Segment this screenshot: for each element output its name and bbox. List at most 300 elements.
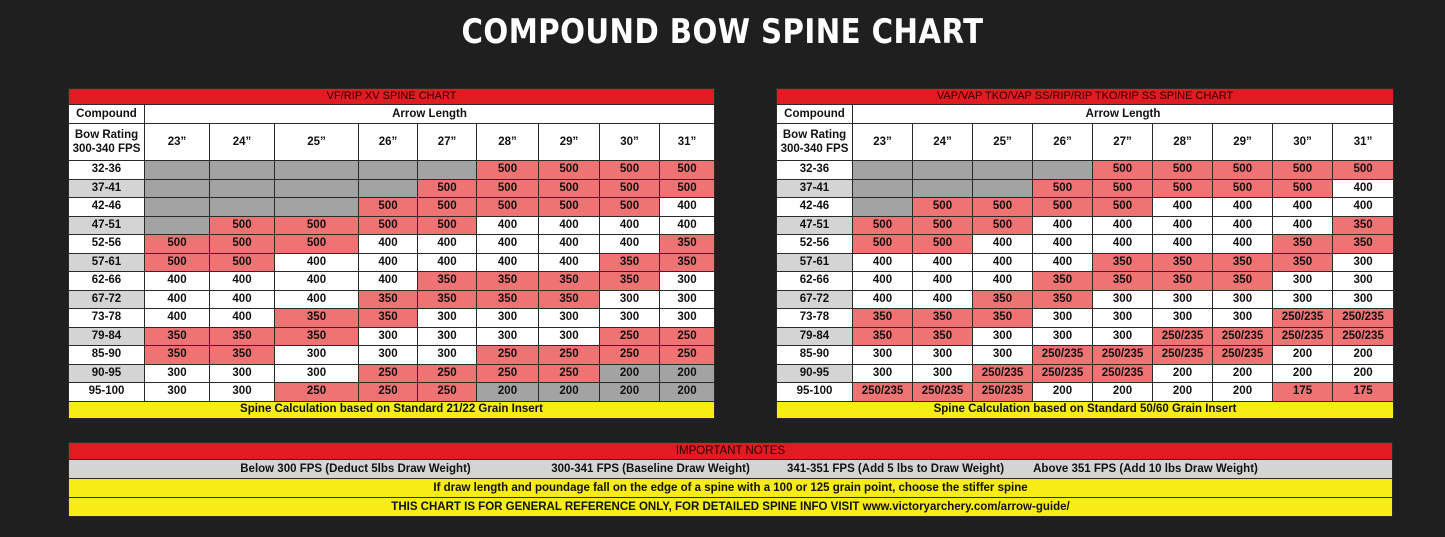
left-spine-cell: 350 <box>359 290 418 309</box>
right-spine-cell: 500 <box>1093 161 1153 180</box>
left-spine-cell <box>210 161 275 180</box>
left-spine-cell: 300 <box>418 327 477 346</box>
left-spine-cell: 400 <box>145 290 210 309</box>
left-spine-cell: 200 <box>660 364 715 383</box>
right-spine-cell: 350 <box>853 309 913 328</box>
left-spine-cell: 300 <box>359 346 418 365</box>
left-spine-cell: 400 <box>210 272 275 291</box>
left-spine-cell: 500 <box>210 216 275 235</box>
left-spine-cell: 500 <box>418 216 477 235</box>
right-spine-cell: 200 <box>1093 383 1153 402</box>
left-spine-cell: 300 <box>418 346 477 365</box>
left-spine-cell: 400 <box>359 235 418 254</box>
left-spine-cell: 500 <box>539 179 600 198</box>
left-table-row <box>69 161 715 180</box>
right-spine-cell: 350 <box>1033 272 1093 291</box>
right-spine-cell: 500 <box>913 235 973 254</box>
right-spine-cell <box>973 179 1033 198</box>
right-arrow-length-label: Arrow Length <box>853 105 1394 124</box>
left-spine-cell: 300 <box>418 309 477 328</box>
left-spine-cell: 350 <box>539 272 600 291</box>
right-spine-cell: 250/235 <box>1273 309 1333 328</box>
right-row-label: 62-66 <box>777 272 853 291</box>
left-column-header: 29” <box>539 124 600 161</box>
right-spine-cell: 300 <box>1273 290 1333 309</box>
right-spine-cell: 400 <box>1033 253 1093 272</box>
left-spine-cell: 500 <box>275 216 359 235</box>
right-spine-cell: 400 <box>1213 235 1273 254</box>
right-spine-cell: 400 <box>1333 198 1394 217</box>
left-chart-footer: Spine Calculation based on Standard 21/22 Grain Insert <box>69 401 715 418</box>
right-spine-cell: 300 <box>1093 327 1153 346</box>
left-spine-cell: 500 <box>477 198 539 217</box>
right-spine-cell: 500 <box>913 216 973 235</box>
right-spine-cell: 400 <box>1033 216 1093 235</box>
right-spine-cell: 400 <box>1153 216 1213 235</box>
left-spine-cell: 300 <box>600 309 660 328</box>
right-spine-cell: 250/235 <box>1213 327 1273 346</box>
left-table-row <box>69 198 715 217</box>
right-spine-cell: 500 <box>1273 161 1333 180</box>
right-spine-cell: 400 <box>1273 198 1333 217</box>
left-table-row <box>69 364 715 383</box>
left-spine-cell: 300 <box>660 309 715 328</box>
left-spine-cell: 500 <box>600 161 660 180</box>
left-spine-cell: 400 <box>660 216 715 235</box>
left-spine-cell: 250 <box>660 346 715 365</box>
left-arrow-length-label: Arrow Length <box>145 105 715 124</box>
left-spine-cell: 400 <box>418 253 477 272</box>
right-spine-cell: 200 <box>1213 383 1273 402</box>
left-spine-cell: 350 <box>275 327 359 346</box>
left-spine-cell <box>145 161 210 180</box>
left-table-row <box>69 290 715 309</box>
right-row-label: 90-95 <box>777 364 853 383</box>
right-spine-cell: 400 <box>1093 216 1153 235</box>
left-spine-cell: 200 <box>600 364 660 383</box>
right-table-row <box>777 198 1394 217</box>
right-spine-cell: 400 <box>1093 235 1153 254</box>
notes-title: IMPORTANT NOTES <box>69 443 1393 460</box>
right-spine-cell: 300 <box>1213 309 1273 328</box>
right-spine-cell: 350 <box>853 327 913 346</box>
left-spine-cell <box>145 198 210 217</box>
right-spine-cell: 500 <box>1153 179 1213 198</box>
left-spine-cell <box>275 198 359 217</box>
left-table-row <box>69 309 715 328</box>
right-column-header: 29” <box>1213 124 1273 161</box>
left-spine-cell <box>275 161 359 180</box>
right-spine-cell: 300 <box>853 364 913 383</box>
left-spine-cell <box>359 179 418 198</box>
left-spine-cell: 300 <box>210 364 275 383</box>
left-spine-cell: 500 <box>660 161 715 180</box>
right-spine-cell: 400 <box>1153 235 1213 254</box>
left-row-label: 52-56 <box>69 235 145 254</box>
right-column-header: 28” <box>1153 124 1213 161</box>
right-column-header: 24” <box>913 124 973 161</box>
left-row-label: 37-41 <box>69 179 145 198</box>
left-bow-rating-line1: Bow Rating <box>74 129 139 141</box>
right-spine-cell: 400 <box>1273 216 1333 235</box>
left-spine-cell: 300 <box>660 290 715 309</box>
left-spine-cell: 300 <box>275 346 359 365</box>
left-row-label: 32-36 <box>69 161 145 180</box>
right-spine-cell: 300 <box>1153 290 1213 309</box>
left-spine-cell: 400 <box>359 272 418 291</box>
right-spine-cell: 175 <box>1273 383 1333 402</box>
right-bow-rating-line1: Bow Rating <box>782 129 847 141</box>
left-spine-cell: 400 <box>477 216 539 235</box>
right-spine-cell: 500 <box>1333 161 1394 180</box>
right-spine-cell: 250/235 <box>853 383 913 402</box>
left-column-header: 26” <box>359 124 418 161</box>
right-spine-cell: 400 <box>913 272 973 291</box>
left-spine-cell: 400 <box>275 253 359 272</box>
left-spine-cell: 350 <box>275 309 359 328</box>
right-spine-cell: 300 <box>913 346 973 365</box>
left-row-label: 67-72 <box>69 290 145 309</box>
right-spine-cell: 200 <box>1333 364 1394 383</box>
right-spine-cell <box>1033 161 1093 180</box>
left-spine-cell: 300 <box>477 309 539 328</box>
right-table-row <box>777 161 1394 180</box>
left-spine-cell: 400 <box>600 216 660 235</box>
right-spine-cell: 500 <box>1093 198 1153 217</box>
left-spine-cell: 400 <box>145 272 210 291</box>
right-bow-rating-line2: 300-340 FPS <box>780 143 849 155</box>
right-spine-cell: 500 <box>1153 161 1213 180</box>
left-spine-cell: 350 <box>359 309 418 328</box>
right-row-label: 32-36 <box>777 161 853 180</box>
left-spine-cell: 500 <box>600 179 660 198</box>
left-spine-cell: 500 <box>210 253 275 272</box>
left-spine-cell <box>418 161 477 180</box>
left-spine-cell <box>145 216 210 235</box>
right-spine-cell: 300 <box>853 346 913 365</box>
left-spine-cell: 350 <box>600 253 660 272</box>
right-table-row <box>777 327 1394 346</box>
right-spine-cell: 500 <box>1033 198 1093 217</box>
right-row-label: 47-51 <box>777 216 853 235</box>
right-spine-cell: 350 <box>1153 253 1213 272</box>
right-spine-cell: 200 <box>1273 346 1333 365</box>
right-spine-cell: 500 <box>1093 179 1153 198</box>
left-spine-cell: 400 <box>275 290 359 309</box>
left-spine-cell: 250 <box>477 346 539 365</box>
right-table-row <box>777 290 1394 309</box>
left-table-row <box>69 272 715 291</box>
right-spine-cell: 350 <box>1333 216 1394 235</box>
left-spine-cell: 350 <box>210 327 275 346</box>
right-spine-cell: 350 <box>1153 272 1213 291</box>
right-spine-cell: 250/235 <box>1333 309 1394 328</box>
left-spine-cell: 200 <box>660 383 715 402</box>
right-spine-cell: 200 <box>1153 383 1213 402</box>
right-spine-cell: 400 <box>973 235 1033 254</box>
left-spine-cell: 500 <box>477 161 539 180</box>
left-table-row <box>69 327 715 346</box>
right-spine-cell: 250/235 <box>1213 346 1273 365</box>
left-spine-cell: 350 <box>539 290 600 309</box>
right-spine-cell: 350 <box>913 309 973 328</box>
right-spine-cell: 400 <box>853 290 913 309</box>
right-spine-cell <box>913 161 973 180</box>
right-spine-cell: 250/235 <box>973 364 1033 383</box>
right-spine-cell: 300 <box>913 364 973 383</box>
left-spine-cell: 400 <box>539 235 600 254</box>
left-spine-cell: 350 <box>477 272 539 291</box>
left-column-header: 25” <box>275 124 359 161</box>
right-spine-cell: 300 <box>1213 290 1273 309</box>
right-spine-cell: 250/235 <box>1153 327 1213 346</box>
right-spine-cell: 300 <box>1093 290 1153 309</box>
right-table-row <box>777 364 1394 383</box>
right-spine-cell: 400 <box>913 290 973 309</box>
fps-note-baseline: 300-341 FPS (Baseline Draw Weight) <box>551 463 750 475</box>
left-table-row <box>69 235 715 254</box>
right-row-label: 52-56 <box>777 235 853 254</box>
left-spine-cell: 350 <box>418 290 477 309</box>
right-row-label: 57-61 <box>777 253 853 272</box>
left-row-label: 79-84 <box>69 327 145 346</box>
left-spine-cell: 300 <box>477 327 539 346</box>
left-spine-cell: 500 <box>359 216 418 235</box>
right-spine-cell: 300 <box>1273 272 1333 291</box>
right-spine-cell: 400 <box>1333 179 1394 198</box>
right-spine-cell <box>853 161 913 180</box>
right-spine-cell: 500 <box>973 216 1033 235</box>
left-spine-cell: 350 <box>660 253 715 272</box>
left-spine-cell <box>210 198 275 217</box>
left-spine-cell: 350 <box>145 346 210 365</box>
right-spine-cell: 250/235 <box>1273 327 1333 346</box>
left-spine-cell: 350 <box>418 272 477 291</box>
right-spine-cell <box>853 198 913 217</box>
left-spine-cell: 500 <box>600 198 660 217</box>
left-spine-cell: 300 <box>145 364 210 383</box>
left-spine-cell <box>359 161 418 180</box>
right-spine-cell: 400 <box>1153 198 1213 217</box>
right-spine-cell: 300 <box>1153 309 1213 328</box>
left-spine-cell: 400 <box>210 309 275 328</box>
right-table-row <box>777 253 1394 272</box>
right-table-row <box>777 383 1394 402</box>
left-compound-label: Compound <box>69 105 145 124</box>
right-spine-cell: 400 <box>853 253 913 272</box>
left-spine-cell: 250 <box>600 327 660 346</box>
right-table-row <box>777 179 1394 198</box>
left-spine-cell: 250 <box>418 364 477 383</box>
left-spine-cell: 500 <box>145 235 210 254</box>
left-column-header: 27” <box>418 124 477 161</box>
left-spine-cell: 300 <box>275 364 359 383</box>
right-spine-cell: 300 <box>1333 253 1394 272</box>
left-table-row <box>69 346 715 365</box>
left-column-header: 31” <box>660 124 715 161</box>
right-table-row <box>777 216 1394 235</box>
right-spine-cell: 500 <box>853 235 913 254</box>
left-spine-cell: 400 <box>145 309 210 328</box>
left-row-label: 62-66 <box>69 272 145 291</box>
left-row-label: 73-78 <box>69 309 145 328</box>
right-chart-footer: Spine Calculation based on Standard 50/60 Grain Insert <box>777 401 1394 418</box>
right-spine-cell: 300 <box>1333 290 1394 309</box>
right-row-label: 73-78 <box>777 309 853 328</box>
right-spine-cell: 175 <box>1333 383 1394 402</box>
right-spine-cell: 250/235 <box>1033 364 1093 383</box>
fps-note-above-351: Above 351 FPS (Add 10 lbs Draw Weight) <box>1033 463 1258 475</box>
left-spine-cell: 250 <box>418 383 477 402</box>
right-spine-cell: 350 <box>913 327 973 346</box>
right-spine-cell <box>913 179 973 198</box>
left-spine-cell: 200 <box>600 383 660 402</box>
left-row-label: 85-90 <box>69 346 145 365</box>
right-spine-cell: 250/235 <box>1333 327 1394 346</box>
left-spine-cell <box>145 179 210 198</box>
left-column-header: 24” <box>210 124 275 161</box>
fps-note-below-300: Below 300 FPS (Deduct 5lbs Draw Weight) <box>240 463 471 475</box>
right-chart-title: VAP/VAP TKO/VAP SS/RIP/RIP TKO/RIP SS SPINE CHART <box>777 89 1394 105</box>
right-column-header: 31” <box>1333 124 1394 161</box>
right-bow-rating-label <box>777 124 853 161</box>
right-row-label: 79-84 <box>777 327 853 346</box>
left-spine-cell: 350 <box>660 235 715 254</box>
left-spine-cell: 400 <box>660 198 715 217</box>
right-spine-cell <box>973 161 1033 180</box>
right-row-label: 42-46 <box>777 198 853 217</box>
left-spine-cell: 400 <box>477 253 539 272</box>
left-spine-cell: 500 <box>660 179 715 198</box>
left-spine-cell: 350 <box>477 290 539 309</box>
left-table-row <box>69 179 715 198</box>
right-spine-cell: 350 <box>1333 235 1394 254</box>
right-spine-cell: 350 <box>973 290 1033 309</box>
right-spine-cell: 350 <box>973 309 1033 328</box>
left-spine-cell: 400 <box>477 235 539 254</box>
left-spine-cell: 400 <box>359 253 418 272</box>
fps-adjustments-row <box>69 460 1393 479</box>
left-row-label: 47-51 <box>69 216 145 235</box>
left-chart-title: VF/RIP XV SPINE CHART <box>69 89 715 105</box>
right-spine-cell: 200 <box>1033 383 1093 402</box>
right-spine-cell: 500 <box>1033 179 1093 198</box>
stiffer-spine-note: If draw length and poundage fall on the edge of a spine with a 100 or 125 grain point, choose the stiffer spine <box>69 479 1393 498</box>
left-row-label: 57-61 <box>69 253 145 272</box>
left-spine-cell: 250 <box>359 364 418 383</box>
left-table-row <box>69 383 715 402</box>
left-spine-cell: 250 <box>660 327 715 346</box>
left-column-header: 23” <box>145 124 210 161</box>
important-notes <box>68 442 1393 517</box>
right-spine-cell: 350 <box>1033 290 1093 309</box>
right-spine-cell: 300 <box>973 327 1033 346</box>
left-spine-cell: 400 <box>600 235 660 254</box>
right-table-row <box>777 346 1394 365</box>
left-spine-cell: 350 <box>145 327 210 346</box>
left-spine-cell: 250 <box>359 383 418 402</box>
right-spine-cell: 500 <box>1213 161 1273 180</box>
right-spine-cell: 400 <box>1213 216 1273 235</box>
left-spine-cell: 300 <box>145 383 210 402</box>
left-row-label: 90-95 <box>69 364 145 383</box>
right-spine-cell: 400 <box>973 253 1033 272</box>
right-spine-cell: 200 <box>1273 364 1333 383</box>
right-spine-cell: 200 <box>1153 364 1213 383</box>
left-spine-cell: 300 <box>660 272 715 291</box>
right-table-row <box>777 235 1394 254</box>
right-table-row <box>777 309 1394 328</box>
right-spine-cell: 350 <box>1093 253 1153 272</box>
left-spine-cell: 400 <box>418 235 477 254</box>
right-spine-cell: 350 <box>1273 235 1333 254</box>
left-row-label: 42-46 <box>69 198 145 217</box>
right-spine-cell: 300 <box>973 346 1033 365</box>
left-bow-rating-line2: 300-340 FPS <box>72 143 141 155</box>
left-spine-cell: 500 <box>477 179 539 198</box>
right-spine-cell: 250/235 <box>973 383 1033 402</box>
right-spine-cell: 250/235 <box>1153 346 1213 365</box>
left-spine-cell: 250 <box>275 383 359 402</box>
right-spine-cell: 200 <box>1333 346 1394 365</box>
right-spine-cell: 250/235 <box>1093 364 1153 383</box>
left-spine-cell: 200 <box>477 383 539 402</box>
left-spine-cell: 400 <box>210 290 275 309</box>
left-spine-cell: 400 <box>539 253 600 272</box>
left-spine-cell: 500 <box>539 198 600 217</box>
right-spine-cell: 250/235 <box>1033 346 1093 365</box>
left-spine-cell: 300 <box>539 327 600 346</box>
left-spine-cell: 400 <box>275 272 359 291</box>
right-spine-cell: 350 <box>1093 272 1153 291</box>
left-spine-cell: 300 <box>359 327 418 346</box>
reference-note: THIS CHART IS FOR GENERAL REFERENCE ONLY, FOR DETAILED SPINE INFO VISIT www.victoryarchery.com/arrow-guide/ <box>69 498 1393 517</box>
right-spine-cell: 400 <box>853 272 913 291</box>
left-spine-cell: 500 <box>145 253 210 272</box>
right-spine-cell: 400 <box>1033 235 1093 254</box>
right-spine-cell: 300 <box>1033 327 1093 346</box>
left-spine-cell: 500 <box>539 161 600 180</box>
left-column-header: 28” <box>477 124 539 161</box>
left-spine-cell: 200 <box>539 383 600 402</box>
right-column-header: 23” <box>853 124 913 161</box>
right-spine-cell: 400 <box>913 253 973 272</box>
left-spine-cell <box>275 179 359 198</box>
right-column-header: 26” <box>1033 124 1093 161</box>
right-table-row <box>777 272 1394 291</box>
right-spine-cell <box>853 179 913 198</box>
page-title: COMPOUND BOW SPINE CHART <box>461 12 984 52</box>
right-spine-cell: 350 <box>1213 272 1273 291</box>
left-spine-chart <box>68 88 715 419</box>
right-spine-cell: 300 <box>1333 272 1394 291</box>
fps-note-341-351: 341-351 FPS (Add 5 lbs to Draw Weight) <box>786 463 1005 475</box>
right-spine-cell: 250/235 <box>913 383 973 402</box>
right-spine-chart <box>776 88 1394 419</box>
right-spine-cell: 500 <box>1213 179 1273 198</box>
left-spine-cell: 250 <box>539 346 600 365</box>
left-spine-cell: 250 <box>477 364 539 383</box>
left-bow-rating-label <box>69 124 145 161</box>
left-spine-cell <box>210 179 275 198</box>
left-spine-cell: 500 <box>418 179 477 198</box>
left-row-label: 95-100 <box>69 383 145 402</box>
left-spine-cell: 500 <box>210 235 275 254</box>
left-spine-cell: 350 <box>210 346 275 365</box>
right-spine-cell: 250/235 <box>1093 346 1153 365</box>
left-spine-cell: 500 <box>418 198 477 217</box>
left-spine-cell: 400 <box>539 216 600 235</box>
